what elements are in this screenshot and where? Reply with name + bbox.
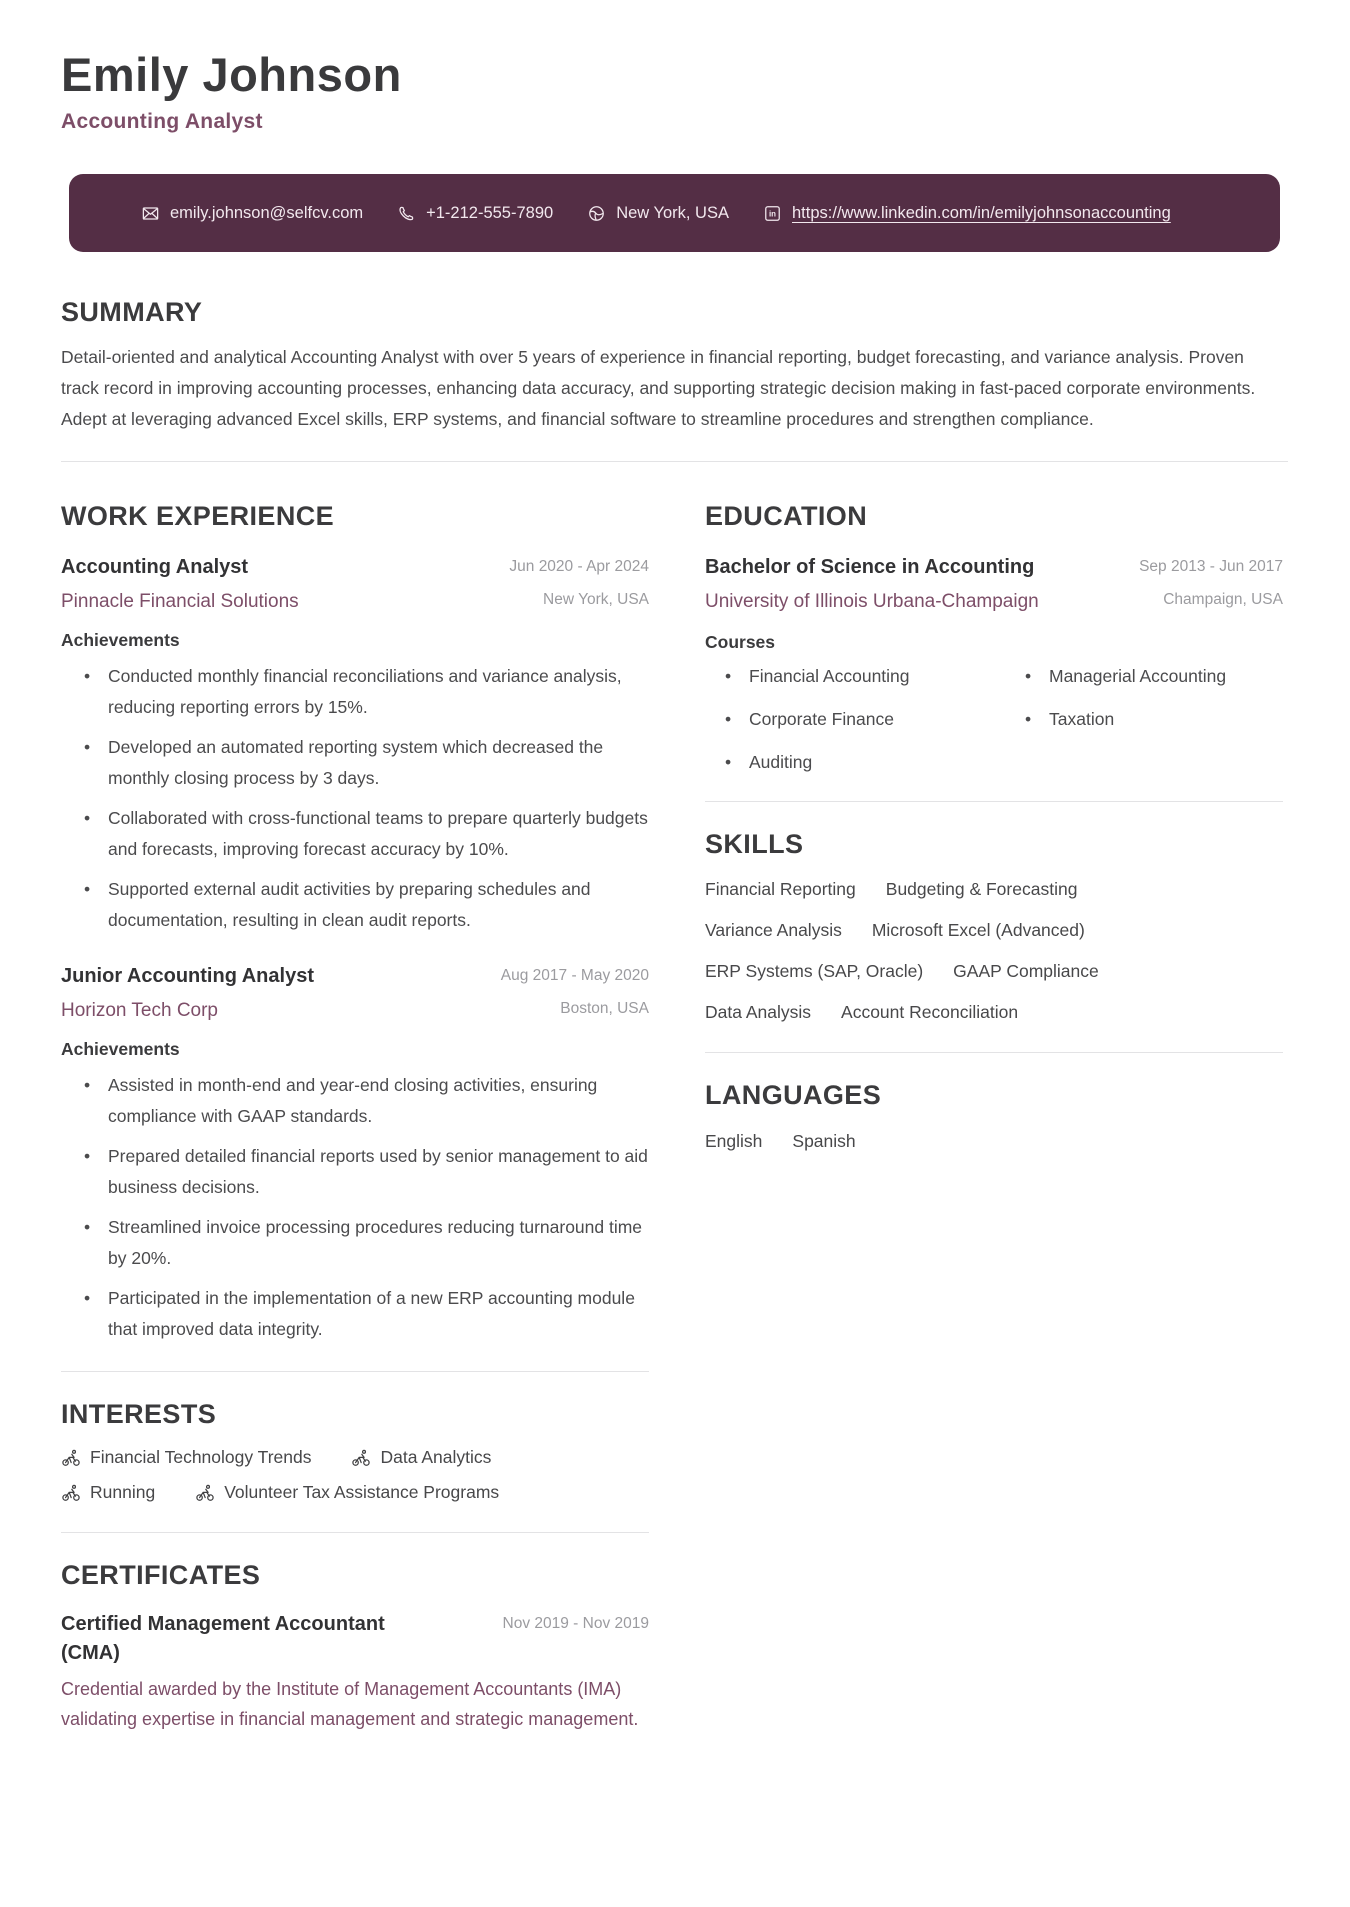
- job-dates: Aug 2017 - May 2020: [500, 966, 649, 984]
- linkedin-item: [763, 204, 1171, 223]
- summary-heading: SUMMARY: [61, 297, 203, 328]
- header: [61, 48, 1288, 134]
- achievement-item: • Assisted in month-end and year-end closing activities, ensuring compliance with GAAP standards.: [82, 1070, 649, 1132]
- course-item: • Managerial Accounting: [1023, 663, 1283, 689]
- certificate-dates: Nov 2019 - Nov 2019: [502, 1614, 649, 1632]
- interest-item: [351, 1444, 491, 1471]
- main-columns: [61, 462, 1288, 1733]
- skill-item: Budgeting & Forecasting: [885, 879, 1078, 900]
- school-name: University of Illinois Urbana-Champaign: [705, 590, 1039, 612]
- email-text: emily.johnson@selfcv.com: [170, 203, 364, 222]
- achievements-list: [82, 661, 649, 936]
- achievements-label: Achievements: [61, 1038, 180, 1059]
- certificate-entry: [61, 1610, 649, 1734]
- divider: [705, 1052, 1283, 1053]
- job-company: Pinnacle Financial Solutions: [61, 590, 299, 612]
- job-location: Boston, USA: [560, 999, 649, 1017]
- achievement-item: • Developed an automated reporting system which decreased the monthly closing process by 3 days.: [82, 732, 649, 794]
- interests-heading: INTERESTS: [61, 1398, 217, 1429]
- right-column: [705, 462, 1283, 1154]
- location-item: [587, 204, 729, 223]
- cycling-icon: [61, 1448, 81, 1468]
- job-location: New York, USA: [543, 590, 649, 608]
- skill-item: GAAP Compliance: [953, 961, 1099, 982]
- skill-item: Data Analysis: [705, 1002, 812, 1023]
- languages-list: [705, 1128, 1283, 1155]
- education-location: Champaign, USA: [1163, 590, 1283, 608]
- language-item: English: [705, 1130, 763, 1151]
- globe-icon: [587, 204, 606, 223]
- courses-label: Courses: [705, 631, 776, 652]
- job-company: Horizon Tech Corp: [61, 999, 219, 1021]
- course-item: • Auditing: [723, 749, 1023, 775]
- job-dates: Jun 2020 - Apr 2024: [509, 557, 649, 575]
- languages-heading: LANGUAGES: [705, 1080, 882, 1111]
- work-experience-heading: WORK EXPERIENCE: [61, 501, 335, 532]
- language-item: Spanish: [792, 1130, 856, 1151]
- education-heading: EDUCATION: [705, 501, 868, 532]
- certificate-description: Credential awarded by the Institute of Management Accountants (IMA) validating expertise in financial management and strategic management.: [61, 1678, 639, 1729]
- certificates-heading: CERTIFICATES: [61, 1560, 261, 1591]
- contact-bar: [69, 174, 1280, 252]
- cycling-icon: [195, 1483, 215, 1503]
- achievement-item: • Streamlined invoice processing procedures reducing turnaround time by 20%.: [82, 1212, 649, 1274]
- achievements-list: [82, 1070, 649, 1345]
- achievement-item: • Collaborated with cross-functional teams to prepare quarterly budgets and forecasts, improving forecast accuracy by 10%.: [82, 803, 649, 865]
- summary-text: Detail-oriented and analytical Accounting Analyst with over 5 years of experience in financial reporting, budget forecasting, and variance analysis. Proven track record in improving accounting processes, enhancing data accuracy, and supporting strategic decision making in fast-paced corporate environments. Adept at leveraging advanced Excel skills, ERP systems, and financial software to streamline procedures and strengthen compliance.: [61, 347, 1256, 430]
- achievement-item: • Conducted monthly financial reconciliations and variance analysis, reducing reporting errors by 15%.: [82, 661, 649, 723]
- education-dates: Sep 2013 - Jun 2017: [1139, 557, 1283, 575]
- envelope-icon: [141, 204, 160, 223]
- cycling-icon: [61, 1483, 81, 1503]
- job-title: Accounting Analyst: [61, 555, 249, 578]
- skills-heading: SKILLS: [705, 828, 804, 859]
- interest-item: [61, 1479, 155, 1506]
- work-entry: [61, 962, 649, 1345]
- phone-text: +1-212-555-7890: [426, 203, 554, 222]
- interests-list: [61, 1444, 561, 1506]
- interest-item: [195, 1479, 499, 1506]
- course-item: • Financial Accounting: [723, 663, 1023, 689]
- certificate-title: Certified Management Accountant (CMA): [61, 1612, 385, 1664]
- summary-section: [61, 296, 1288, 435]
- interest-label: Data Analytics: [380, 1447, 492, 1468]
- work-entry: [61, 553, 649, 936]
- skill-item: ERP Systems (SAP, Oracle): [705, 961, 924, 982]
- courses-list: [723, 663, 1283, 775]
- location-text: New York, USA: [616, 203, 729, 222]
- skill-item: Variance Analysis: [705, 920, 842, 941]
- interest-label: Financial Technology Trends: [90, 1447, 312, 1468]
- divider: [61, 1371, 649, 1372]
- phone-icon: [397, 204, 416, 223]
- achievement-item: • Prepared detailed financial reports used by senior management to aid business decisions.: [82, 1141, 649, 1203]
- linkedin-link[interactable]: https://www.linkedin.com/in/emilyjohnsonaccounting: [792, 203, 1171, 222]
- divider: [705, 801, 1283, 802]
- skills-list: [705, 876, 1225, 1026]
- achievement-item: • Supported external audit activities by preparing schedules and documentation, resulting in clean audit reports.: [82, 874, 649, 936]
- phone-item: [397, 204, 553, 223]
- achievement-item: • Participated in the implementation of a new ERP accounting module that improved data integrity.: [82, 1283, 649, 1345]
- left-column: [61, 462, 649, 1733]
- person-job-title: Accounting Analyst: [61, 110, 263, 134]
- education-entry: [705, 553, 1283, 775]
- svg-text:in: in: [768, 209, 777, 219]
- course-item: • Taxation: [1023, 706, 1283, 732]
- skill-item: Microsoft Excel (Advanced): [871, 920, 1085, 941]
- person-name: Emily Johnson: [61, 48, 402, 101]
- interest-item: [61, 1444, 311, 1471]
- course-item: • Corporate Finance: [723, 706, 1023, 732]
- linkedin-icon: [763, 204, 782, 223]
- interest-label: Volunteer Tax Assistance Programs: [224, 1482, 500, 1503]
- skill-item: Financial Reporting: [705, 879, 856, 900]
- degree-title: Bachelor of Science in Accounting: [705, 555, 1035, 578]
- skill-item: Account Reconciliation: [841, 1002, 1019, 1023]
- cycling-icon: [351, 1448, 371, 1468]
- interest-label: Running: [90, 1482, 156, 1503]
- job-title: Junior Accounting Analyst: [61, 964, 314, 987]
- achievements-label: Achievements: [61, 629, 180, 650]
- email-item: [141, 204, 363, 223]
- divider: [61, 1532, 649, 1533]
